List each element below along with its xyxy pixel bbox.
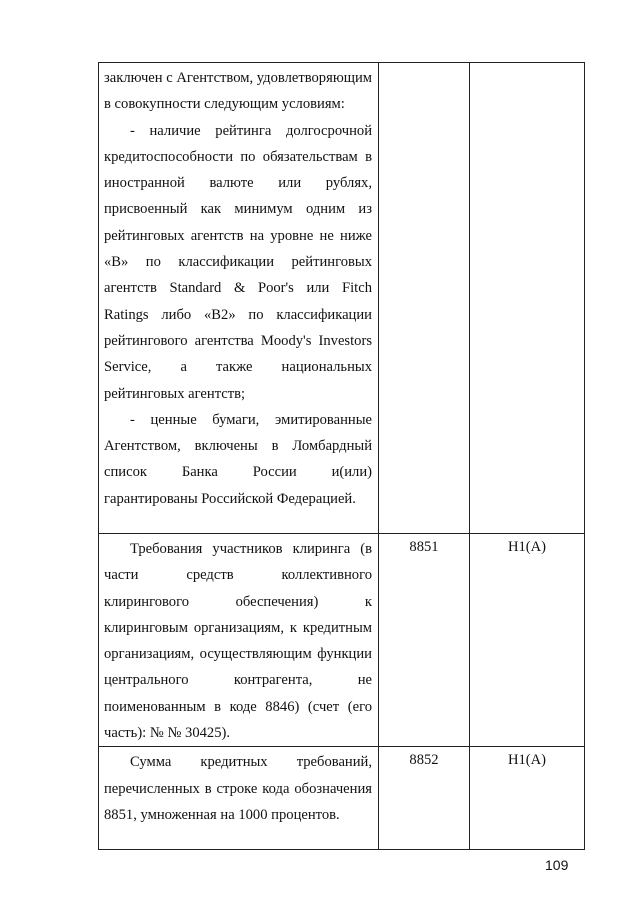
description-cell xyxy=(99,534,379,747)
code-cell: 8852 xyxy=(379,747,470,850)
paragraph: Требования участников клиринга (в части средств коллективного клирингового обеспечения) к клиринговым организациям, к кредитным организациям, осуществляющим функции центрального контрагента, не поименованным в коде 8846) (счет (его часть): № № 30425). xyxy=(104,541,372,742)
requirements-table xyxy=(98,62,585,850)
paragraph: заключен с Агентством, удовлетворяющим в совокупности следующим условиям: xyxy=(104,70,372,113)
paragraph: - ценные бумаги, эмитированные Агентством, включены в Ломбардный список Банка России и(или) гарантированы Российской Федерацией. xyxy=(104,411,372,507)
code-cell: 8851 xyxy=(379,534,470,747)
description-cell xyxy=(99,63,379,534)
paragraph: Сумма кредитных требований, перечисленных в строке кода обозначения 8851, умноженная на 1000 процентов. xyxy=(104,754,372,823)
norm-cell: Н1(А) xyxy=(470,534,585,747)
table-row xyxy=(99,747,585,850)
table-row xyxy=(99,534,585,747)
code-cell xyxy=(379,63,470,534)
table-row xyxy=(99,63,585,534)
paragraph: - наличие рейтинга долгосрочной кредитоспособности по обязательствам в иностранной валюте или рублях, присвоенный как минимум одним из рейтинговых агентств на уровне не ниже «В» по классификации рейтинговых агентств Standard & Poor's или Fitch Ratings либо «В2» по классификации рейтингового агентства Moody's Investors Service, а также национальных рейтинговых агентств; xyxy=(104,122,372,402)
description-cell xyxy=(99,747,379,850)
norm-cell: Н1(А) xyxy=(470,747,585,850)
page-number: 109 xyxy=(545,857,569,873)
norm-cell xyxy=(470,63,585,534)
